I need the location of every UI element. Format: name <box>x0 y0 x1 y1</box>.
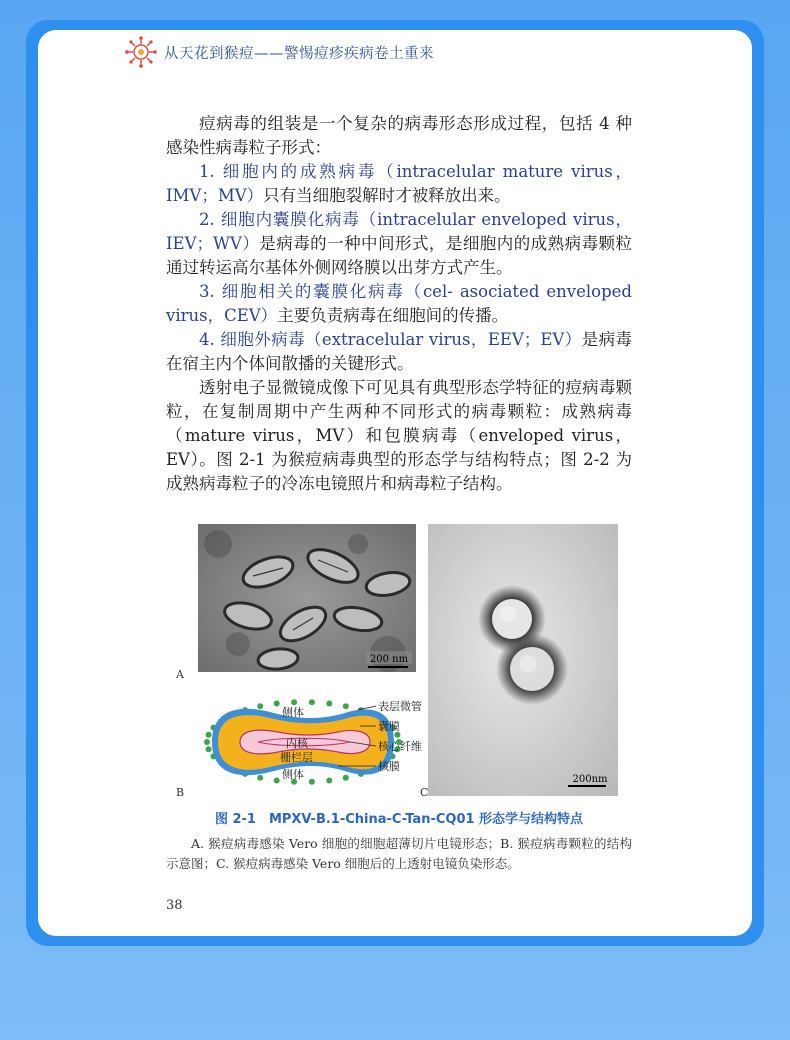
item-4-text: 是病毒在宿主内个体间散播的关键形式。 <box>166 330 632 373</box>
surface-tubules-label: 表层微管 <box>378 700 422 713</box>
panel-a-label: A <box>176 668 184 681</box>
item-1-paragraph <box>166 160 632 208</box>
item-3-text: 主要负责病毒在细胞间的传播。 <box>277 306 509 325</box>
panel-a-scale-label: 200 nm <box>369 654 409 665</box>
palisade-label: 栅栏层 <box>280 751 313 764</box>
figure-caption-legend: A. 猴痘病毒感染 Vero 细胞的细胞超薄切片电镜形态；B. 猴痘病毒颗粒的结构示意图；C. 猴痘病毒感染 Vero 细胞后的上透射电镜负染形态。 <box>166 836 632 871</box>
lateral-body-bottom-label: 侧体 <box>282 768 304 781</box>
surface-dot <box>274 778 280 784</box>
core-label: 内核 <box>286 737 308 750</box>
item-2-paragraph <box>166 208 632 280</box>
core-fibers-label: 核心纤维 <box>378 740 422 753</box>
item-1-text: 只有当细胞裂解时才被释放出来。 <box>263 186 511 205</box>
panel-b-label: B <box>176 786 185 799</box>
surface-dot <box>206 746 212 752</box>
panel-a-tem-image <box>198 524 416 672</box>
item-2-label: 2. 细胞内囊膜化病毒（intracelular enveloped virus，IEV；WV） <box>166 210 632 253</box>
surface-dot <box>204 739 210 745</box>
morphology-paragraph: 透射电子显微镜成像下可见具有典型形态学特征的痘病毒颗粒，在复制周期中产生两种不同形式的病毒颗粒：成熟病毒（mature virus，MV）和包膜病毒（enveloped virus，EV）。图 2-1 为猴痘病毒典型的形态学与结构特点；图 2-2 为成熟病毒粒子的冷冻电镜照片和病毒粒子结构。 <box>166 378 632 493</box>
surface-dot <box>291 699 297 705</box>
surface-dot <box>257 703 263 709</box>
item-4-paragraph <box>166 328 632 376</box>
page-number: 38 <box>166 898 183 913</box>
core-membrane-label: 核膜 <box>378 760 400 773</box>
surface-dot <box>326 701 332 707</box>
surface-dot <box>309 779 315 785</box>
item-3-paragraph <box>166 280 632 328</box>
surface-dot <box>343 775 349 781</box>
running-header <box>124 36 434 68</box>
item-2-text: 是病毒的一种中间形式，是细胞内的成熟病毒颗粒通过转运高尔基体外侧网络膜以出芽方式产生。 <box>166 234 632 277</box>
panel-b-structure-diagram <box>198 690 430 796</box>
item-3-label: 3. 细胞相关的囊膜化病毒（cel- asociated enveloped virus，CEV） <box>166 282 632 325</box>
surface-dot <box>309 699 315 705</box>
item-4-label: 4. 细胞外病毒（extracelular virus，EEV；EV） <box>199 330 582 349</box>
surface-dot <box>343 703 349 709</box>
intro-paragraph: 痘病毒的组装是一个复杂的病毒形态形成过程，包括 4 种感染性病毒粒子形式： <box>166 114 632 157</box>
surface-dot <box>257 775 263 781</box>
surface-dot <box>274 701 280 707</box>
figure-caption-title: 图 2-1 MPXV-B.1-China-C-Tan-CQ01 形态学与结构特点 <box>214 812 584 827</box>
lateral-body-top-label: 侧体 <box>282 706 304 719</box>
surface-dot <box>326 778 332 784</box>
header-title: 从天花到猴痘——警惕痘疹疾病卷土重来 <box>164 45 434 62</box>
panel-c-scale-label: 200nm <box>572 774 608 785</box>
membrane-label: 囊膜 <box>378 720 400 733</box>
surface-dot <box>206 732 212 738</box>
virus-logo-icon <box>124 35 158 69</box>
panel-c-label: C <box>420 786 429 799</box>
panel-c-negative-stain-image <box>428 524 618 796</box>
item-1-label: 1. 细胞内的成熟病毒（intracelular mature virus，IMV；MV） <box>166 162 632 205</box>
